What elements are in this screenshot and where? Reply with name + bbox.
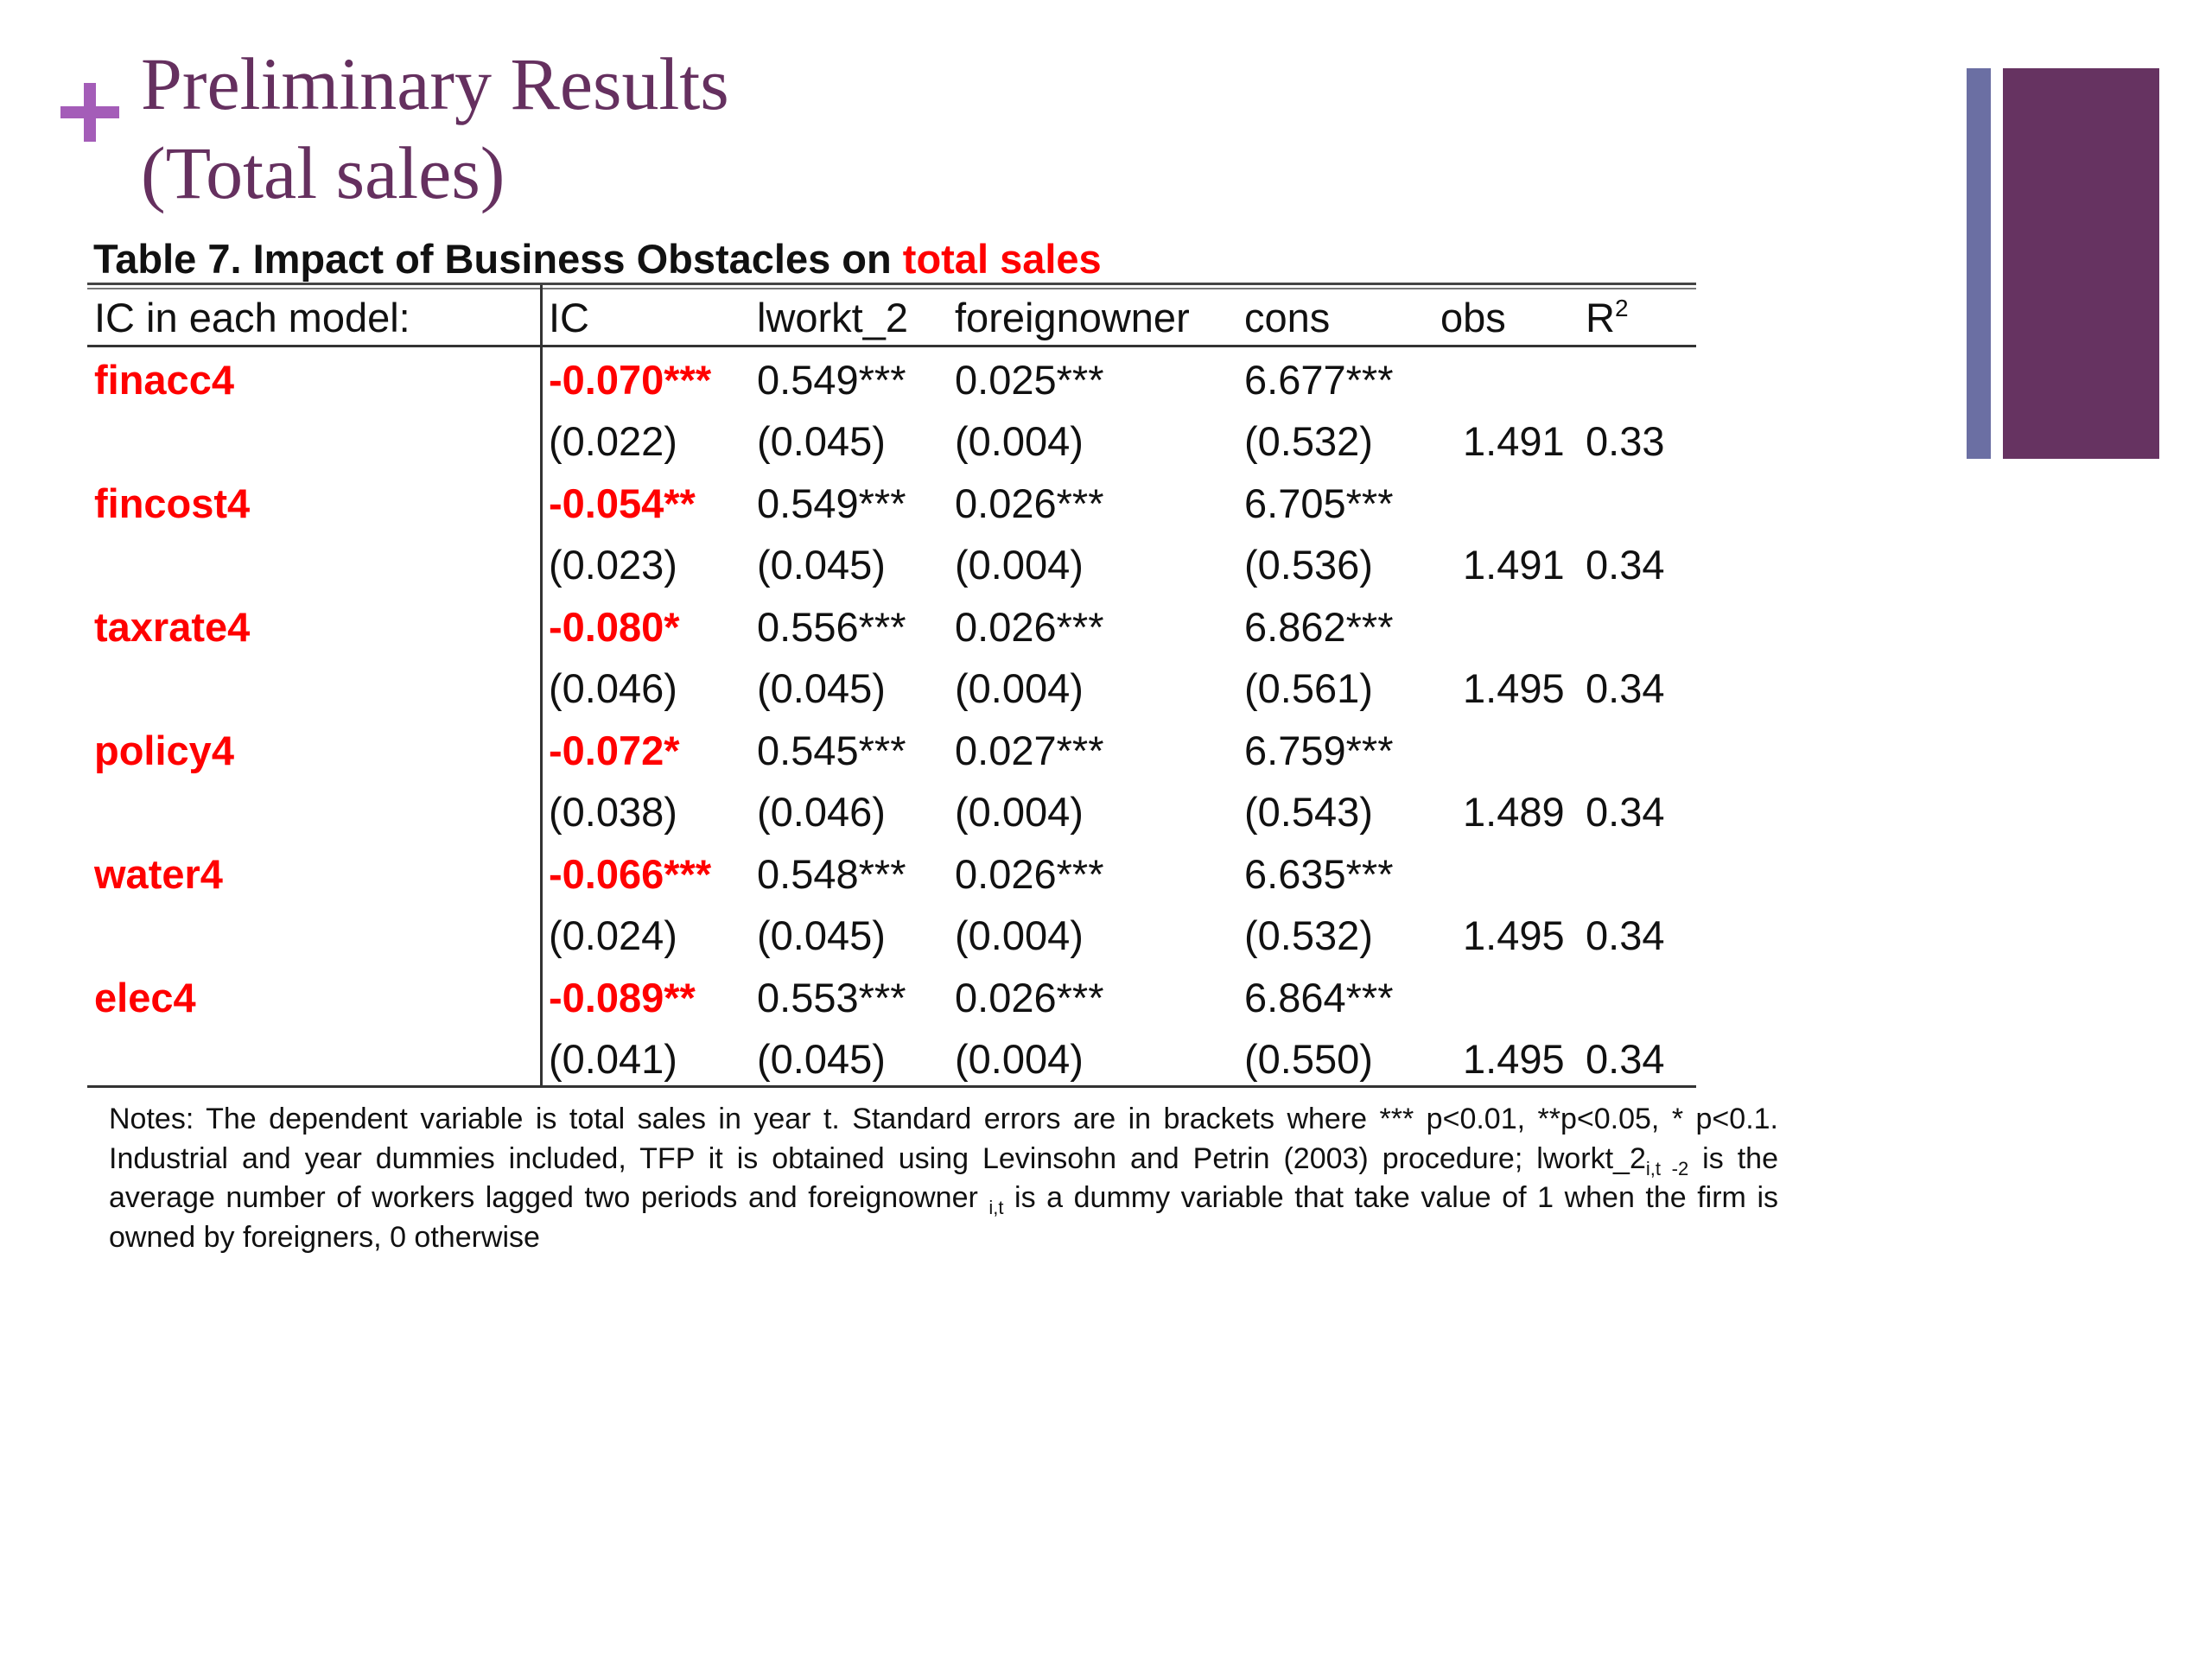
r2-value: 0.34	[1586, 1036, 1665, 1082]
lworkt-coefficient: 0.553***	[757, 975, 906, 1020]
ic-standard-error: (0.038)	[549, 789, 677, 835]
notes-text-3: is a dummy variable that take value of 1 when the firm is owned by foreigners, 0 otherwise	[109, 1181, 1778, 1254]
ic-coefficient: -0.054**	[549, 480, 696, 526]
regression-table	[87, 283, 1696, 1089]
foreignowner-coefficient: 0.025***	[955, 357, 1104, 403]
lworkt-coefficient: 0.549***	[757, 480, 906, 526]
lworkt-coefficient: 0.556***	[757, 604, 906, 650]
header-obs: obs	[1440, 295, 1506, 340]
ic-coefficient: -0.072*	[549, 728, 680, 773]
ic-coefficient: -0.080*	[549, 604, 680, 650]
notes-text-1: Notes: The dependent variable is total sales in year t. Standard errors are in brackets where *** p<0.01, **p<0.05, * p<0.1. Industrial and year dummies included, TFP it is obtained using Levinsohn and Petrin (2003) procedure; lworkt_2	[109, 1103, 1778, 1175]
cons-coefficient: 6.635***	[1244, 851, 1394, 897]
slide-title-line2: (Total sales)	[141, 131, 505, 214]
cons-standard-error: (0.550)	[1244, 1036, 1373, 1082]
table-top-rule-double	[87, 288, 1696, 289]
cons-coefficient: 6.759***	[1244, 728, 1394, 773]
lworkt-standard-error: (0.045)	[757, 542, 886, 588]
notes-subscript-1: i,t -2	[1645, 1157, 1689, 1179]
foreignowner-coefficient: 0.026***	[955, 480, 1104, 526]
lworkt-standard-error: (0.045)	[757, 912, 886, 958]
cons-standard-error: (0.543)	[1244, 789, 1373, 835]
r2-value: 0.34	[1586, 665, 1665, 711]
row-label: finacc4	[94, 357, 234, 403]
r2-value: 0.34	[1586, 542, 1665, 588]
lworkt-standard-error: (0.045)	[757, 418, 886, 464]
header-r2-base: R	[1586, 295, 1615, 340]
obs-value: 1.495	[1463, 665, 1565, 711]
foreignowner-standard-error: (0.004)	[955, 1036, 1084, 1082]
foreignowner-coefficient: 0.026***	[955, 851, 1104, 897]
row-label: policy4	[94, 728, 234, 773]
obs-value: 1.491	[1463, 542, 1565, 588]
obs-value: 1.489	[1463, 789, 1565, 835]
ic-standard-error: (0.024)	[549, 912, 677, 958]
row-label: fincost4	[94, 480, 251, 526]
foreignowner-standard-error: (0.004)	[955, 665, 1084, 711]
ic-standard-error: (0.023)	[549, 542, 677, 588]
row-label: taxrate4	[94, 604, 251, 650]
cons-standard-error: (0.536)	[1244, 542, 1373, 588]
lworkt-standard-error: (0.045)	[757, 665, 886, 711]
header-model: IC in each model:	[94, 295, 410, 340]
cons-coefficient: 6.705***	[1244, 480, 1394, 526]
table-caption	[93, 235, 1102, 283]
r2-value: 0.33	[1586, 418, 1665, 464]
lworkt-coefficient: 0.548***	[757, 851, 906, 897]
table-top-rule	[87, 283, 1696, 285]
header-cons: cons	[1244, 295, 1331, 340]
table-notes	[109, 1100, 1778, 1257]
notes-subscript-2: i,t	[988, 1197, 1004, 1218]
lworkt-standard-error: (0.045)	[757, 1036, 886, 1082]
lworkt-coefficient: 0.549***	[757, 357, 906, 403]
header-ic: IC	[549, 295, 589, 340]
foreignowner-standard-error: (0.004)	[955, 542, 1084, 588]
row-label: water4	[94, 851, 223, 897]
lworkt-standard-error: (0.046)	[757, 789, 886, 835]
cons-standard-error: (0.532)	[1244, 418, 1373, 464]
ic-standard-error: (0.022)	[549, 418, 677, 464]
cons-coefficient: 6.864***	[1244, 975, 1394, 1020]
cons-coefficient: 6.677***	[1244, 357, 1394, 403]
table-header-rule	[87, 345, 1696, 347]
table-caption-prefix: Table 7. Impact of Business Obstacles on	[93, 236, 903, 282]
row-label: elec4	[94, 975, 196, 1020]
foreignowner-standard-error: (0.004)	[955, 789, 1084, 835]
foreignowner-coefficient: 0.026***	[955, 975, 1104, 1020]
cons-standard-error: (0.532)	[1244, 912, 1373, 958]
ic-coefficient: -0.070***	[549, 357, 712, 403]
header-lworkt: lworkt_2	[757, 295, 909, 340]
ic-standard-error: (0.041)	[549, 1036, 677, 1082]
ic-coefficient: -0.089**	[549, 975, 696, 1020]
header-r2	[1586, 293, 1629, 343]
table-divider	[540, 285, 543, 1085]
lworkt-coefficient: 0.545***	[757, 728, 906, 773]
header-r2-sup: 2	[1614, 295, 1629, 321]
slide-title	[141, 40, 729, 218]
ic-standard-error: (0.046)	[549, 665, 677, 711]
decorative-bar-thin	[1967, 68, 1991, 459]
foreignowner-coefficient: 0.027***	[955, 728, 1104, 773]
slide-title-line1: Preliminary Results	[141, 42, 729, 125]
foreignowner-coefficient: 0.026***	[955, 604, 1104, 650]
r2-value: 0.34	[1586, 789, 1665, 835]
table-bottom-rule	[87, 1085, 1696, 1088]
plus-icon	[57, 79, 123, 145]
cons-coefficient: 6.862***	[1244, 604, 1394, 650]
obs-value: 1.495	[1463, 912, 1565, 958]
foreignowner-standard-error: (0.004)	[955, 418, 1084, 464]
decorative-bar-thick	[2003, 68, 2159, 459]
obs-value: 1.491	[1463, 418, 1565, 464]
cons-standard-error: (0.561)	[1244, 665, 1373, 711]
header-foreignowner: foreignowner	[955, 295, 1190, 340]
notes-text-2: is the average number of workers lagged two periods and foreignowner	[109, 1141, 1778, 1214]
foreignowner-standard-error: (0.004)	[955, 912, 1084, 958]
table-caption-highlight: total sales	[902, 236, 1102, 282]
ic-coefficient: -0.066***	[549, 851, 712, 897]
r2-value: 0.34	[1586, 912, 1665, 958]
obs-value: 1.495	[1463, 1036, 1565, 1082]
